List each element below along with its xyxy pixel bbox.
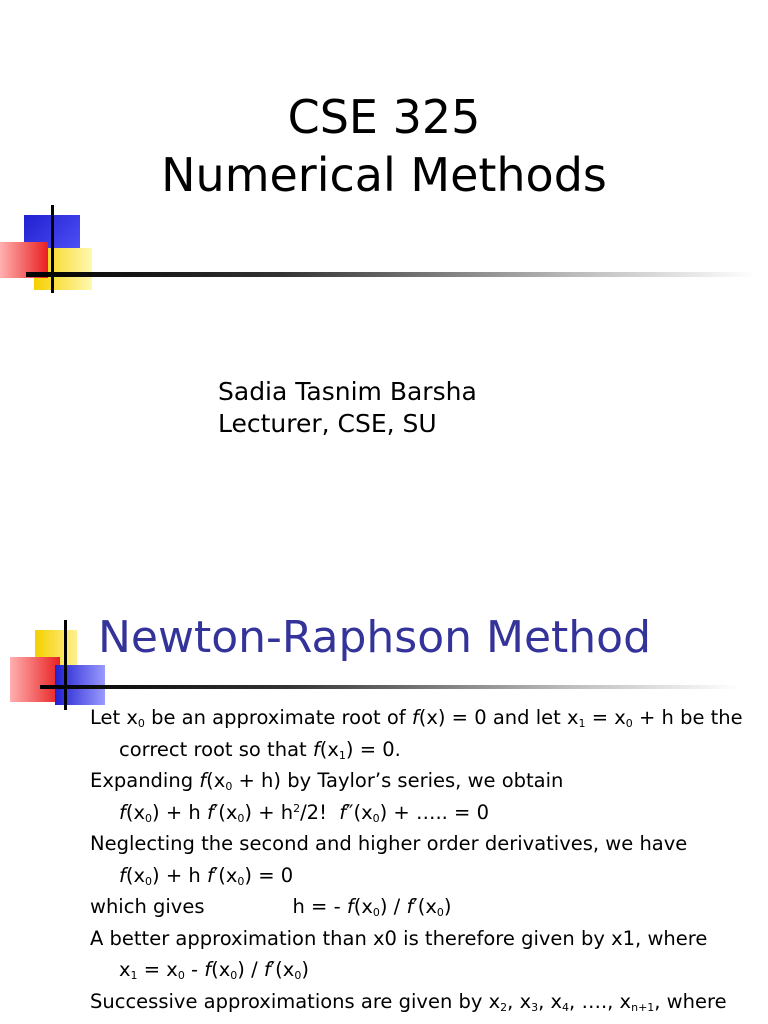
paragraph: Expanding $f(x_0 + h)$ by Taylor’s series, we obtain <box>90 769 564 793</box>
slide-body <box>90 702 750 1017</box>
content-slide <box>0 590 768 1024</box>
corner-decoration <box>0 200 110 295</box>
equation: $x_1 = x_0 - f(x_0) / f'(x_0)$ <box>119 958 309 982</box>
equation: $f(x_0) + h$ $f'(x_0) = 0$ <box>119 863 294 888</box>
title-rule <box>26 272 756 277</box>
paragraph: Neglecting the second and higher order derivatives, we have <box>90 832 688 855</box>
equation: $f(x_0) + h$ $f'(x_0) + h^2/2$! $f''(x_0)$ + ….. = 0 <box>119 800 489 825</box>
author-role: Lecturer, CSE, SU <box>218 409 437 438</box>
slide-title: Newton-Raphson Method <box>98 612 652 663</box>
author-block <box>218 376 477 440</box>
course-name: Numerical Methods <box>161 148 607 202</box>
slide-title <box>0 88 768 204</box>
title-rule <box>40 685 740 689</box>
paragraph: A better approximation than x0 is therefore given by x1, where <box>90 926 708 950</box>
paragraph: which gives h = - $f(x_0) / f'(x_0)$ <box>90 895 452 919</box>
paragraph: correct root so that $f(x_1) = 0$. <box>119 737 401 762</box>
course-code: CSE 325 <box>287 90 481 144</box>
paragraph: Let $x_0$ be an approximate root of f(x) = 0 and let $x_1 = x_0 + h$ be the <box>90 706 743 730</box>
paragraph: Successive approximations are given by $x_2$, $x_3$, $x_4$, …., $x_{n+1}$, where <box>90 989 727 1014</box>
author-name: Sadia Tasnim Barsha <box>218 377 477 406</box>
